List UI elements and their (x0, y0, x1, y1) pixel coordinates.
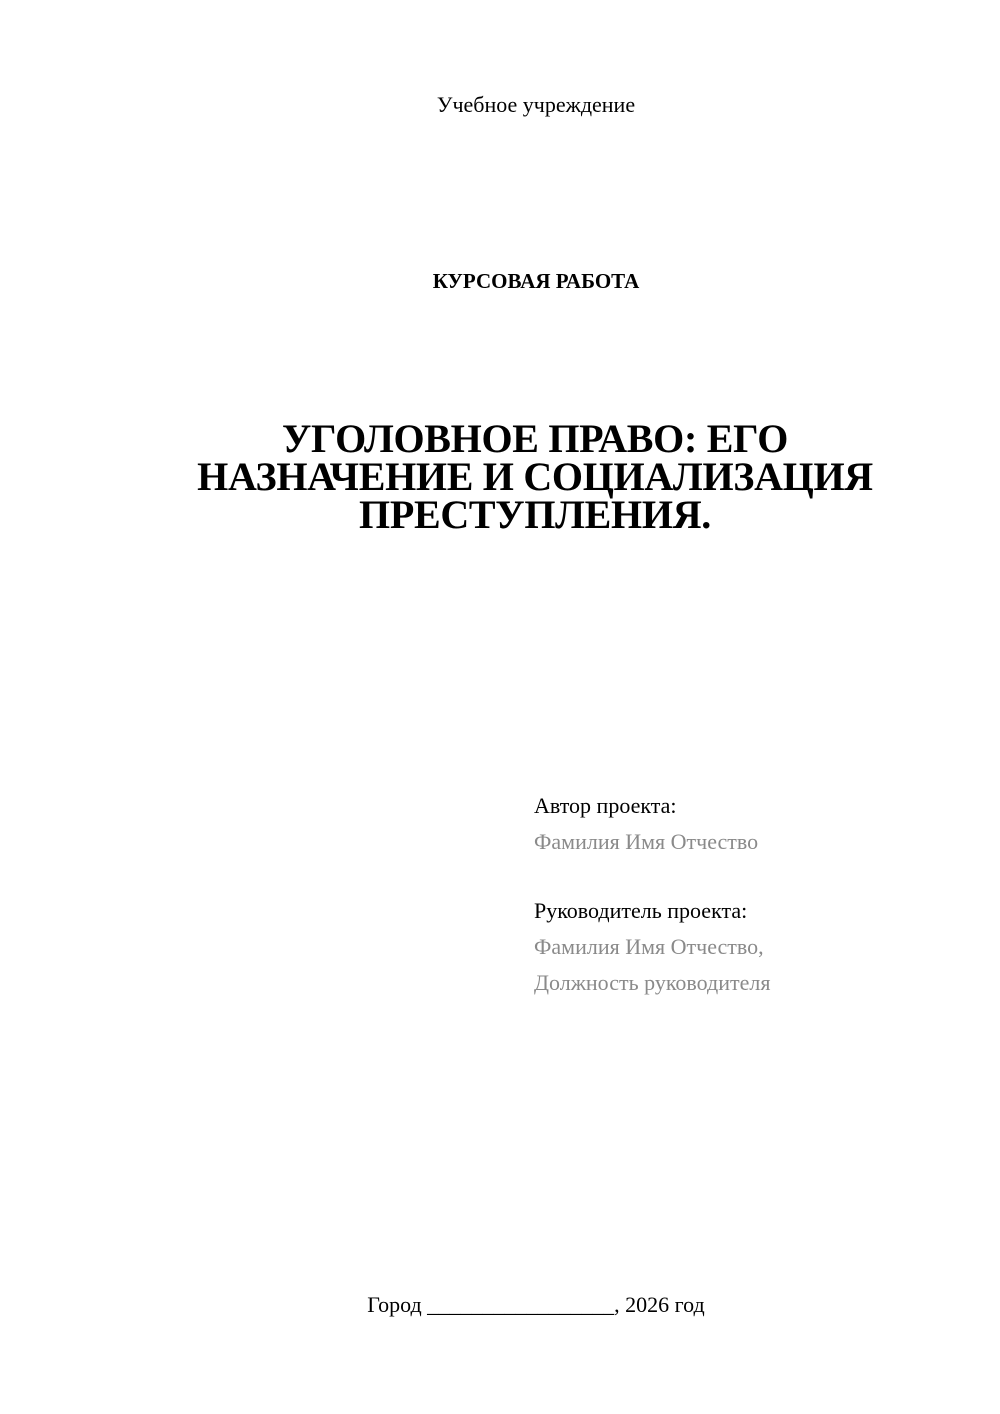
supervisor-label: Руководитель проекта: (534, 898, 748, 923)
work-type-heading: КУРСОВАЯ РАБОТА (432, 269, 640, 293)
author-label: Автор проекта: (534, 793, 677, 818)
document-title-line: УГОЛОВНОЕ ПРАВО: ЕГО (281, 416, 789, 461)
credits-spacer (534, 860, 974, 893)
credits-block (534, 788, 974, 1001)
document-title-line: НАЗНАЧЕНИЕ И СОЦИАЛИЗАЦИЯ (197, 454, 873, 499)
author-name-placeholder: Фамилия Имя Отчество (534, 829, 759, 854)
document-title (170, 416, 900, 537)
institution-name: Учебное учреждение (436, 92, 636, 117)
document-title-line: ПРЕСТУПЛЕНИЯ. (359, 492, 711, 537)
city-year-line: Город _________________, 2026 год (367, 1292, 705, 1317)
supervisor-name-placeholder: Фамилия Имя Отчество, (534, 934, 764, 959)
supervisor-position-placeholder: Должность руководителя (534, 970, 771, 995)
